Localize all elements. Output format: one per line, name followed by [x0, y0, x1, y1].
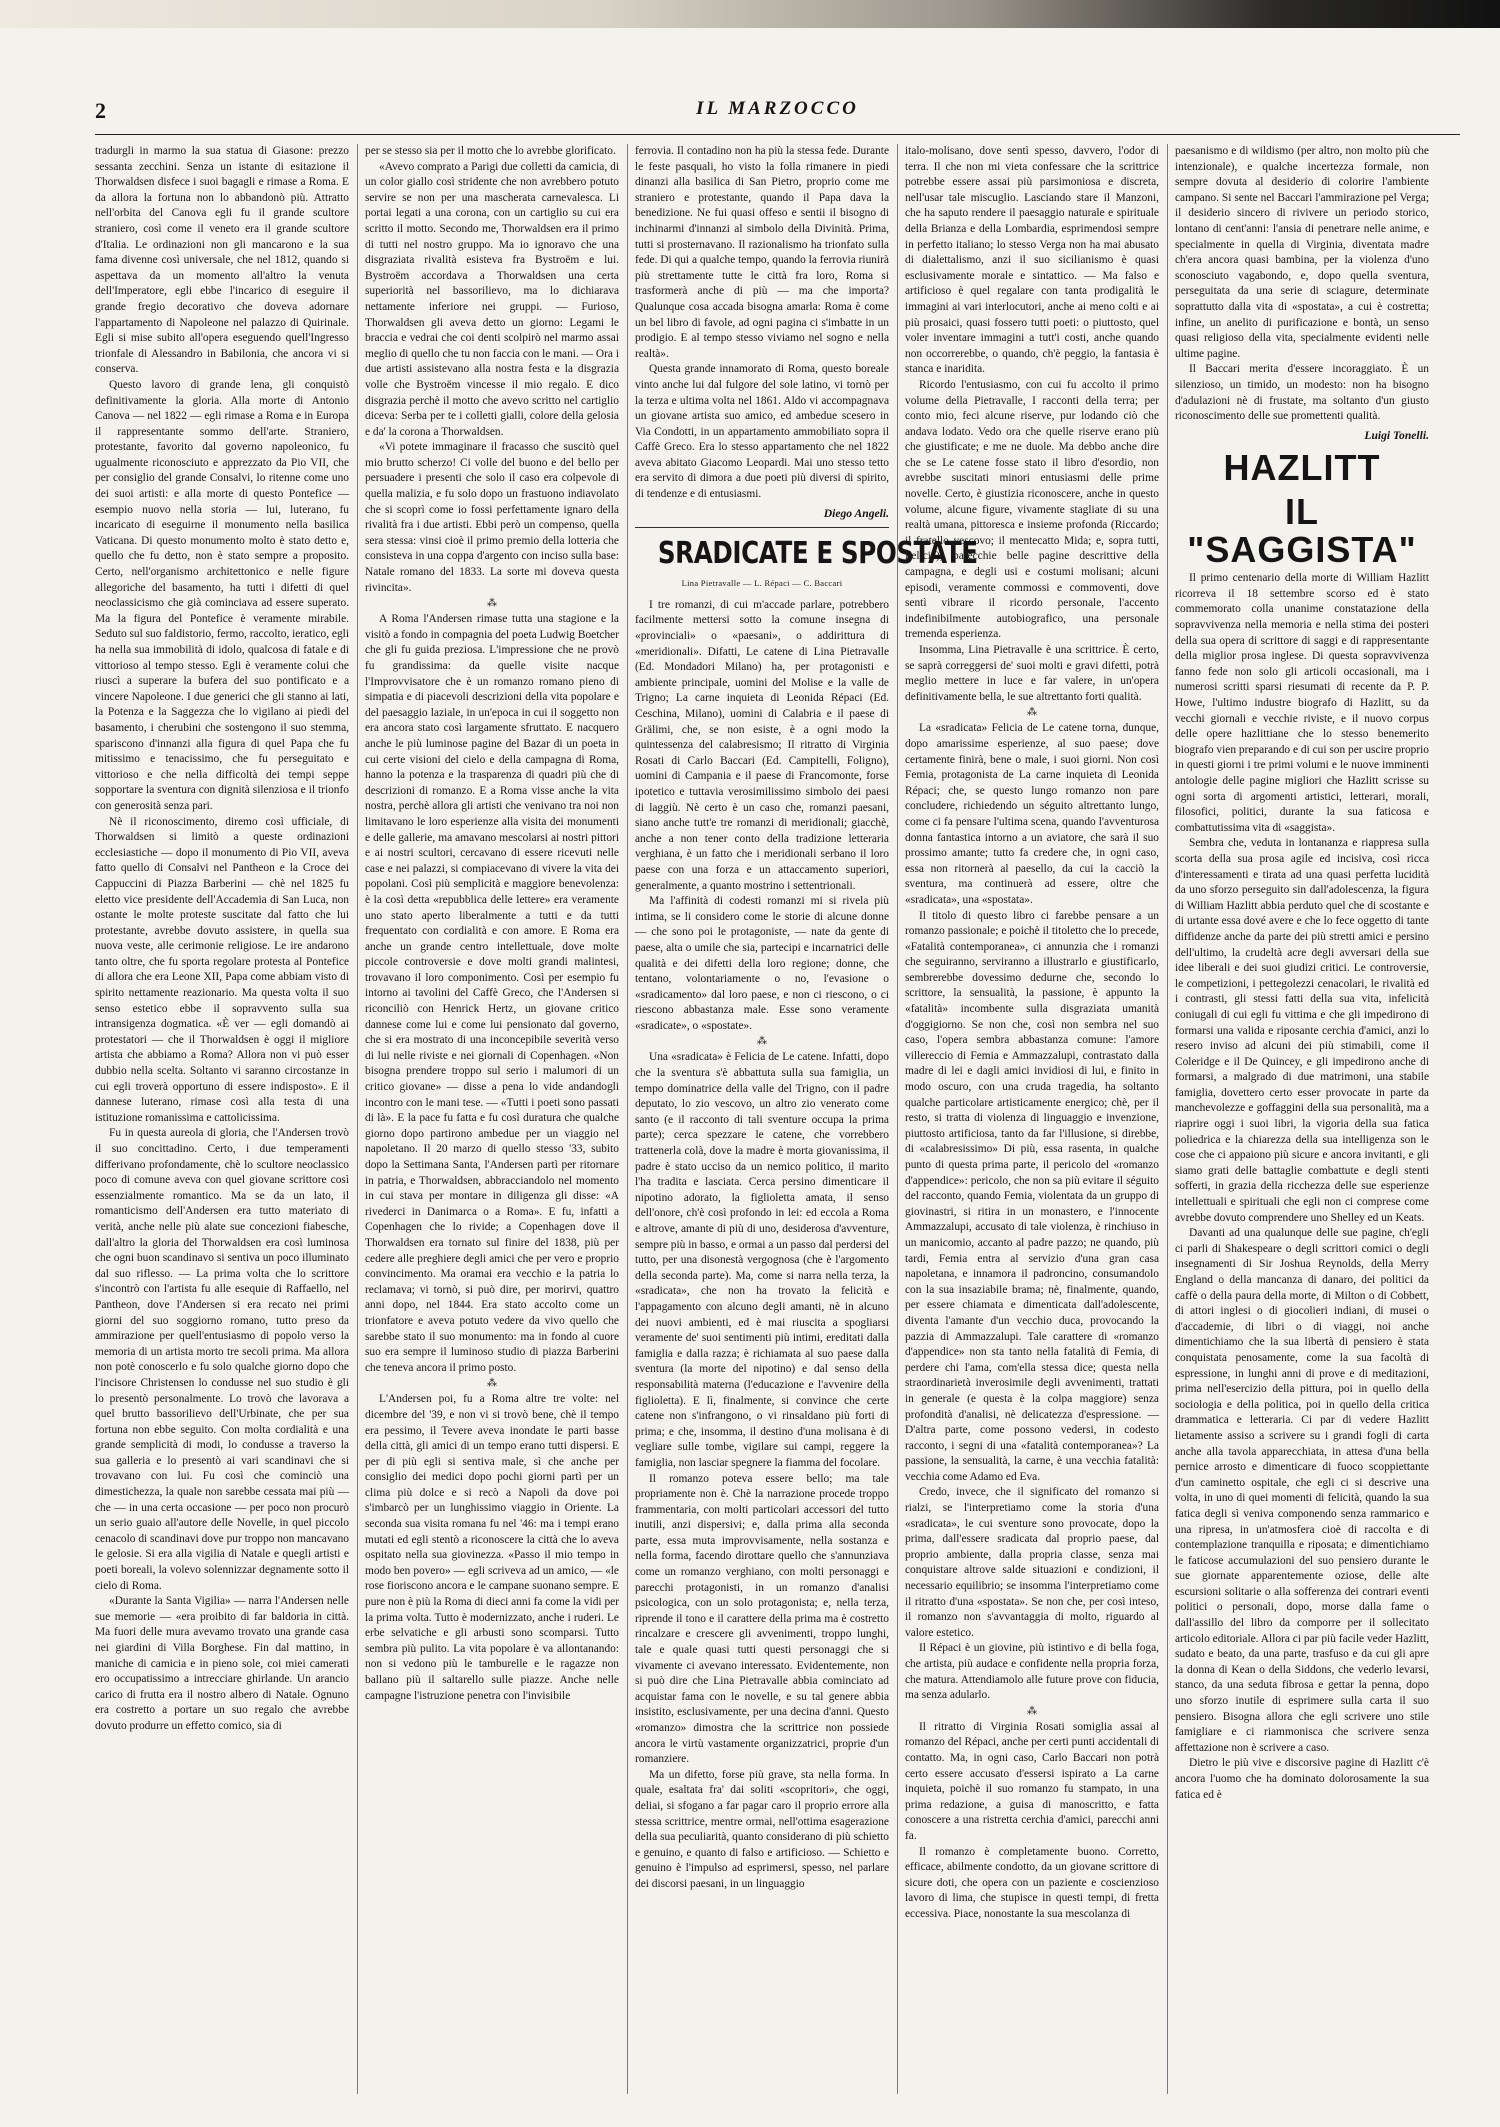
column-3	[635, 144, 978, 2094]
paragraph: Fu in questa aureola di gloria, che l'Andersen trovò il suo concittadino. Certo, i due temperamenti differivano profondamente, chè lo scultore neoclassico poco di comune aveva con quel giovane scrittore così essenzialmente romantico. Ma se da un lato, il romanticismo dell'Andersen era tutto materiato di verità, anche nelle più alate sue concezioni fiabesche, dall'altro la gloria del Thorwaldsen era così luminosa che ogni buon scandinavo si sentiva un poco illuminato dal suo riflesso. — La prima volta che lo scrittore s'incontrò con l'artista fu alle esequie di Raffaello, nel Pantheon, dove l'Andersen si era recato nei primi giorni del suo soggiorno romano, tutto preso da ammirazione per quell'entusiasmo di popolo verso la memoria di un artista morto tre secoli prima. Ma allora non potè conoscerlo e fu solo qualche giorno dopo che l'incisore Christensen lo condusse nel suo studio è gli lo presentò personalmente. Lo trovò che lavorava a quel brutto bassorilievo dell'Urbinate, che per sua fortuna non ebbe seguito. Con molta cordialità e una grande semplicità di modi, lo condusse a traverso la sua galleria e lo presentò ai vari scandinavi che si trovavano con lui. Fu così che cominciò una dimestichezza, la quale non sarebbe cessata mai più — che — in una certa occasione — per poco non procurò un serio guaio all'autore delle Novelle, in quel piccolo cenacolo di scandinavi dove pur troppo non mancavano le gelosie. Si era alla vigilia di Natale e quegli artisti e poeti boreali, la volevo solennizzar degnamente sotto il cielo di Roma.	[95, 1127, 349, 1592]
paragraph: Il romanzo è completamente buono. Corretto, efficace, abilmente condotto, da un giovane scrittore di sicure doti, che opera con un paziente e coscienzioso lavoro di lima, che stupisce in questi tempi, di fretta eccessiva. Piace, nonostante la sua mescolanza di	[905, 1845, 1159, 1920]
paragraph: Una «sradicata» è Felicia de Le catene. Infatti, dopo che la sventura s'è abbattuta sulla sua famiglia, un tempo dominatrice della valle del Trigno, con il padre deputato, lo zio vescovo, un altro zio venerato come santo (e il racconto di tali sventure occupa la prima parte); cerca spezzare le catene, che vorrebbero trattenerla colà, dove la madre è morta giovanissima, il padre è stato ucciso da un nemico politico, il marito l'ha tradita e lasciata. Cerca persino dimenticare il nipotino adorato, la figlioletta amata, il senso dell'onore, ch'è così profondo in lei: ed eccola a Roma e altrove, amante di più di uno, desiderosa d'avventure, sempre più in basso, e ormai a un passo dal perdersi del tutto, per una disonestà vergognosa (che è l'argomento della seconda parte). Ma, come si narra nella terza, la «sradicata», che non ha trovato la felicità e l'appagamento con alcuno degli amanti, nè in alcuno dei nuovi ambienti, ed è mai riuscita a spogliarsi veramente de' suoi sentimenti più intimi, ereditati dalla famiglia e dalla razza; è richiamata al suo paese dalla sventura (la morte del nipotino) e dal senso della responsabilità materna (l'educazione e l'avvenire della figlioletta). E lì, finalmente, si convince che certe catene non s'infrangono, o vi rinsaldano più forti di prima; e che, insomma, il destino d'una molisana è di vegliare sulle tombe, vigilare sui campi, reggere la famiglia, non lasciar spegnere la fiamma del focolare.	[635, 1051, 889, 1469]
paragraph: ferrovia. Il contadino non ha più la stessa fede. Durante le feste pasquali, ho visto la folla rimanere in piedi dinanzi alla basilica di San Pietro, proprio come me straniero e protestante, quando il Papa dava la benedizione. Ne fui quasi offeso e sentii il bisogno di inchinarmi d'innanzi al simbolo della Divinità. Prima, tutti si prosternavano. Il razionalismo ha trionfato sulla fede. Di qui a qualche tempo, quando la ferrovia riunirà più strettamente tutte le città fra loro, Roma si trasformerà anche di più — ma che importa? Qualunque cosa accada bisogna amarla: Roma è come un bel libro di favole, ad ogni pagina ci s'imbatte in un prodigio. E al tempo stesso viviamo nel sogno e nella realtà».	[635, 145, 889, 360]
section-stars: ⁂	[487, 1378, 497, 1390]
article-headline: SRADICATE E SPOSTATE	[657, 536, 978, 572]
page-header	[95, 98, 1460, 132]
paragraph: Nè il riconoscimento, diremo così ufficiale, di Thorwaldsen si limitò a queste ordinazioni ecclesiastiche — dopo il monumento di Pio VII, aveva fatto quello di Consalvi nel Pantheon e la Croce dei Cappuccini di Piazza Barberini — chè nel 1825 fu eletto vice presidente dell'Accademia di San Luca, non ostante le molte proteste suscitate dal fatto che lui protestante, avrebbe dovuto assistere, in quella sua nuova veste, alle cerimonie religiose. Le ire andarono tanto oltre, che fu sporta regolare protesta al Pontefice di allora che era Leone XII, Papa come abbiam visto di spirito nettamente reazionario. Ma questa volta il suo senso estetico ebbe il sopravvento sulla sua intransigenza dogmatica. «È ver — egli domandò ai protestatori — che il Thorwaldsen è oggi il migliore artista che abbiamo a Roma? Allora non vi può esser dubbio nella scelta. Soltanto vi saranno circostanze in cui egli troverà opportuno di essere indisposto». E il dannese luterano, rimase così alla testa di una istituzione romanissima e cattolicissima.	[95, 815, 349, 1124]
column-1	[95, 144, 349, 2094]
column-5	[1175, 144, 1429, 2094]
column-rule	[627, 144, 628, 2094]
section-stars: ⁂	[1027, 707, 1037, 719]
column-rule	[897, 144, 898, 2094]
paragraph: per se stesso sia per il motto che lo avrebbe glorificato.	[365, 145, 616, 157]
article-divider	[635, 527, 889, 528]
section-stars: ⁂	[757, 1036, 767, 1048]
article-signature: Luigi Tonelli.	[1364, 428, 1429, 442]
paragraph: L'Andersen poi, fu a Roma altre tre volte: nel dicembre del '39, e non vi si trovò bene, chè il tempo era pessimo, il Tevere aveva inondate le parti basse della città, gli amici di un tempo erano tutti dispersi. E per di più egli si sentiva male, sì che anche per consiglio dei medici dopo pochi giorni partì per un clima più dolce e si recò a Napoli da dove poi s'imbarcò per un lunghissimo viaggio in Oriente. La seconda sua visita romana fu nel '46: ma i tempi erano mutati ed egli stentò a riconoscere la città che lo aveva ospitato nella sua giovinezza. «Passo il mio tempo in modo ben povero» — egli scriveva ad un amico, — «le rose fioriscono ancora e le campane suonano sempre. E pure non è più la Roma di dieci anni fa come la vidi per la prima volta. Tutto è modernizzato, anche i ruderi. Le erbe selvatiche e gli arbusti sono scomparsi. Tutto sembra più pulito. La vita popolare è va allontanando: non si vedono più le tamburelle e le ragazze non ballano più il saltarello sulle piazze. Anche nelle campagne l'istruzione penetra con l'invisibile	[365, 1393, 619, 1702]
header-rule	[95, 134, 1460, 135]
paragraph: «Avevo comprato a Parigi due colletti da camicia, di un color giallo così stridente che non avrebbero potuto servire se non per una mascherata carnevalesca. Li portai legati a una corona, con un cartiglio su cui era scritto il motto. Secondo me, Thorwaldsen era il primo di tutti nel nostro gruppo. Ma io ignoravo che una disgraziata rivalità esisteva fra Bystroëm e lui. Bystroëm accordava a Thorwaldsen una certa superiorità nel bassorilievo, ma lo dichiarava nettamente inferiore nei gruppi. — Furioso, Thorwaldsen gli aveva detto un giorno: Legami le braccia e vedrai che coi denti scolpirò nel marmo assai meglio di quello che tu non faccia con le mani. — Ora i due artisti assistevano alla nostra festa e la disgrazia volle che Bystroëm vincesse il mio regalo. E dico disgrazia perchè il motto che avevo scritto nel cartiglio diceva: Serba per te i colletti gialli, colore della gelosia e da' la corona a Thorwaldsen.	[365, 160, 619, 438]
paragraph: Dietro le più vive e discorsive pagine di Hazlitt c'è ancora l'uomo che ha dominato dolorosamente la sua fatica ed è	[1175, 1757, 1429, 1801]
paragraph: Insomma, Lina Pietravalle è una scrittrice. È certo, se saprà correggersi de' suoi molti e gravi difetti, potrà meglio mettere in luce e far valere, in un'opera definitivamente bella, le sue altrettanto forti qualità.	[905, 644, 1159, 703]
article-headline-line-1: HAZLITT	[1223, 447, 1381, 489]
paragraph: Questa grande innamorato di Roma, questo boreale vinto anche lui dal fulgore del sole latino, vi tornò per la terza e ultima volta nel 1861. Aldo vi accompagnava un giovane artista suo amico, ed ambedue scesero in Via Condotti, in un appartamento ammobiliato sopra il Caffè Greco. Era lo stesso appartamento che nel 1822 aveva abitato Giacomo Leopardi. Mai uno stesso tetto era servito di dimora a due poeti più diversi di spirito, di tendenze e di entusiasmi.	[635, 363, 889, 501]
column-rule	[357, 144, 358, 2094]
paragraph: «Vi potete immaginare il fracasso che suscitò quel mio brutto scherzo! Ci volle del buono e del bello per persuadere i presenti che solo il caso era colpevole di quella malizia, e fu solo dopo un frastuono indiavolato che si scoprì come io fossi perfettamente ignaro della rivalità fra i due artisti. Ebbi però un compenso, quella sera stessa: vinsi cioè il primo premio della lotteria che consisteva in una coppa d'argento con inciso sulla base: Natale romano del 1833. La sorte mi doveva questa rivincita».	[365, 441, 619, 594]
masthead-title: IL MARZOCCO	[696, 98, 859, 119]
scan-edge-shadow	[0, 0, 1500, 28]
paragraph: I tre romanzi, di cui m'accade parlare, potrebbero facilmente mettersi sotto la comune insegna di «provinciali» o «paesani», o addirittura di «meridionali». Difatti, Le catene di Lina Pietravalle (Ed. Mondadori Milano) ha, per protagonisti e ambiente principale, uomini del Molise e la valle de Trigno; La carne inquieta di Leonida Répaci (Ed. Ceschina, Milano), uomini di Calabria e il paese di Grälimi, che, se non esiste, è a ogni modo la quintessenza del calabresismo; Il ritratto di Virginia Rosati di Carlo Baccari (Ed. Campitelli, Foligno), uomini di Campania e il paese di Francomonte, forse ipotetico e tuttavia verosimilissimo simbolo dei paesi di laggiù. Nè certo è un caso che, romanzi paesani, siano anche tutt'e tre romanzi di meridionali; giacchè, anche a non tener conto della tradizione letteraria verghiana, è un fatto che i meridionali serbano il loro paese con una forza e un attaccamento superiori, generalmente, a quanto mostrino i settentrionali.	[635, 598, 889, 892]
column-2	[365, 144, 619, 2094]
paragraph: Il romanzo poteva essere bello; ma tale propriamente non è. Chè la narrazione procede troppo frammentaria, con molti particolari accessori del tutto inutili, anzi dispersivi; e, dalla prima alla seconda parte, essa muta improvvisamente, nella sostanza e nella forma, facendo dirottare quello che s'annunziava come un romanzo verghiano, con molti personaggi e parecchi protagonisti, in un romanzo d'analisi psicologica, con un solo protagonista; e, nella terza, riprende il tono e il carattere della prima ma è costretto rincalzare e crescere gli avvenimenti, troppo lunghi, tale e quale quasi tutti questi personaggi che si vivamente ci avevano interessato. Evidentemente, non si può dire che Lina Pietravalle abbia cominciato ad acquistar fama con le novelle, e su tal genere abbia insistito, esclusivamente, per una decina d'anni. Questo «romanzo» dimostra che la scrittrice non possiede ancora le virtù vastamente organizzatrici, proprie d'un romanziere.	[635, 1472, 889, 1766]
paragraph: Il primo centenario della morte di William Hazlitt ricorreva il 18 settembre scorso ed è stato commemorato colla unanime constatazione della sopravvivenza nella memoria e nella stima dei posteri della sua opera di scrittore di saggi e di rappresentante della miglior prosa inglese. Di questa sopravvivenza fanno fede non solo gli articoli occasionali, ma i numerosi scritti sparsi riesumati di recente da P. P. Howe, l'ultimo industre biografo di Hazlitt, su da vecchi giornali e vecchie riviste, e il nuovo corpus delle opere hazlittiane che lo stesso benemerito biografo vien preparando e di cui son per uscire proprio in questi giorni i tre primi volumi e le nuove imminenti antologie delle pagine migliori che Hazlitt scrisse su ogni sorta di argomenti artistici, letterari, morali, filosofici, politici, durante la sua faticosa e combattutissima vita di «saggista».	[1175, 572, 1429, 834]
paragraph: paesanismo e di wildismo (per altro, non molto più che intenzionale), e qualche incertezza formale, non sempre dovuta al desiderio di colorire l'ambiente campano. Si sente nel Baccari l'ammirazione pel Verga; il desiderio sincero di rivivere un periodo storico, lontano di cent'anni: l'ansia di penetrare nelle anime, e specialmente in quella di Virginia, diventata madre ch'era ancora quasi bambina, per la violenza d'uno sconosciuto vagabondo, e, dopo quella sventura, perseguitata da una serie di sciagure, determinate soprattutto dalla vita di «spostata», a cui è costretta; infine, un anelito di purificazione e bontà, un senso quasi religioso della vita, specialmente evidenti nelle ultime pagine.	[1175, 145, 1429, 360]
paragraph: tradurgli in marmo la sua statua di Giasone: prezzo sessanta zecchini. Senza un istante di esitazione il Thorwaldsen disfece i suoi bagagli e rimase a Roma. E da allora la fortuna non lo abbandonò più. Attratto nell'orbita del Canova egli fu il grande scultore straniero, così come il veneto era il grande scultore d'Italia. Le ordinazioni non gli mancarono e la sua fama divenne così universale, che nel 1812, quando si aspettava da un momento all'altro la venuta dell'Imperatore, egli ebbe l'incarico di eseguire il grande fregio decorativo che doveva adornare l'appartamento di Napoleone nel palazzo di Quirinale. Egli si mise subito all'opera eseguendo quell'Ingresso trionfale di Alessandro in Babilonia, che ancora vi si conserva.	[95, 145, 349, 376]
paragraph: A Roma l'Andersen rimase tutta una stagione e la visitò a fondo in compagnia del poeta Ludwig Boetcher che gli fu guida preziosa. L'impressione che ne provò fu grandissima: da quelle visite nacque l'Improvvisatore che è un romanzo romano pieno di simpatia e di piacevoli descrizioni della vita popolare e del paesaggio laziale, in un'epoca in cui il soggetto non era ancora stato così largamente sfruttato. E nacquero anche le più luminose pagine del Bazar di un poeta in cui certe visioni del cielo e della campagna di Roma, hanno la potenza e la trasparenza di quadri più che di descrizioni di romanzo. E a Roma visse anche la vita nostra, perchè allora gli artisti che venivano tra noi non limitavano le loro esperienze alla visita dei monumenti e delle gallerie, ma amavano mescolarsi ai nostri pittori e ai nostri scultori, cercavano di essere ricevuti nelle case e nei palazzi, si compiacevano di vivere la vita dei popolani. Così più semplicità e maggiore benevolenza: è la così detta «repubblica delle lettere» era veramente uno stato aperto liberalmente a tutti e da tutti frequentato con cordialità e con amore. E Roma era anche un grande centro intellettuale, dove molte piccole controversie e dove molti grandi malintesi, trovavano il loro componimento. Così per esempio fu intorno ai tavolini del Caffè Greco, che l'Andersen si riconciliò con Henrick Hertz, un giovane critico dannese come lui e come lui pensionato dal governo, che si era mostrato di una inconcepibile severità verso di lui nelle riviste e nei giornali di Copenhagen. «Non bisogna prendere troppo sul serio i malumori di un critico giovane» — disse a pena lo vide andandogli incontro con le mani tese. — «Tutti i poeti sono passati di là». E la pace fu fatta e fu così duratura che qualche giorno dopo partirono ambedue per un viaggio nel napoletano. Il 20 marzo di quello stesso '33, subito dopo la Settimana Santa, l'Andersen partì per ritornare in patria, e Thorwaldsen, abbracciandolo nel momento in cui stava per montare in diligenza gli disse: «A rivederci in Danimarca o a Roma». E fu, infatti a Copenhagen che lo rivide; a Copenhagen dove il Thorwaldsen era tornato sul finire del 1838, più per cedere alle preghiere degli amici che per vero e proprio convincimento. Ma oramai era vecchio e la patria lo reclamava; vi tornò, si può dire, per morirvi, quattro anni dopo, nel 1844. Era stato accolto come un trionfatore e aveva potuto vedere da vivo quello che sarebbe stato il suo monumento: ma in fondo al cuore suo era sempre il luminoso studio di piazza Barberini che teneva ancora il primo posto.	[365, 613, 619, 1374]
paragraph: Sembra che, veduta in lontananza e riappresa sulla scorta della sua prosa agile ed incisiva, così ricca d'interessamenti e tirata ad una quasi perfetta lucidità da uno sforzo perseguito sin dall'adolescenza, la figura di William Hazlitt abbia perduto quel che di scostante e di urtante essa dové avere e che lo fece oggetto di tante diffidenze anche da parte dei più stretti amici e persino dell'ultimo, la crudeltà acre degli avversari della sue idee liberali e dei suoi giudizi critici. Le controversie, le competizioni, i pettegolezzi cenacolari, le rivalità ed i contrasti, gli stessi fatti della sua vita, infelicità coniugali di cui egli fu vittima e che gli impedirono di formarsi una valida e riposante cerchia d'amici, anzi lo resero inviso ad alcuni dei più stimabili, come il Coleridge e il De Quincey, e gli impedirono anche di formarsi, a malgrado di due matrimoni, una stabile famiglia, dovettero certo esser provocate in parte da manchevolezze e goffaggini della sua personalità, ma a riaprire oggi i suoi libri, la vigoria della sua fatica poliedrica e la chiarezza della sua intelligenza son le cose che ci appaiono più sicure e ancora invitanti, e gli siamo grati delle battaglie combattute e degli stenti sofferti, in grazia della ricchezza delle sue esperienze intellettuali e spirituali che egli non ci comprese come avrebbe dovuto comprendere uno Shelley ed un Keats.	[1175, 837, 1429, 1224]
article-byline: Lina Pietravalle — L. Répaci — C. Baccari	[681, 578, 843, 589]
page-number: 2	[95, 98, 106, 123]
article-signature: Diego Angeli.	[823, 506, 889, 520]
paragraph: italo-molisano, dove sentì spesso, davvero, l'odor di terra. Il che non mi vieta confessare che la scrittrice potrebbe essere assai più parsimoniosa e discreta, nell'usar tale miscuglio. Lasciando stare il Manzoni, che ha saputo rendere il paesaggio naturale e spirituale della Brianza e della Lombardia, esprimendosi sempre in perfetto italiano; lo stesso Verga non ha mai abusato di dialettalismo, anzi il suo sicilianismo è quasi esclusivamente morale e sintattico. — Ma falso e artificioso è quel regalare con tanta prodigalità le immagini ai vari interlocutori, anche ai meno colti e ai più prosaici, quasi fossero tutti poeti: o piuttosto, quel voler inventare immagini a tutt'i costi, anche quando non occorrerebbe, o quando, ch'è peggio, la fantasia è stanca e inaridita.	[905, 145, 1159, 376]
section-stars: ⁂	[1027, 1705, 1037, 1717]
paragraph: Ricordo l'entusiasmo, con cui fu accolto il primo volume della Pietravalle, I racconti della terra; per conto mio, feci alcune riserve, pur lodando ciò che andava lodato. Vedo ora che quelle riserve erano più che giustificate; e me ne duole. Ma debbo anche dire che se Le catene fosse stato il libro d'esordio, non avrebbe suscitati minori entusiasmi delle prime novelle. Certo, è giustizia riconoscere, anche in questo volume, alcune figure, vivamente stagliate di su una realtà umana, pittoresca e insieme profonda (Riccardo; il fratello vescovo; il mentecatto Mida; e, sopra tutti, Felicia); parecchie belle pagine descrittive della campagna, e degli usi e costumi molisani; alcuni episodi, veramente commossi e commoventi, dove sentì vibrare il ricordo personale, l'accento indefinibilmente autobiografico, una personale tremenda esperienza.	[905, 378, 1159, 641]
column-4	[905, 144, 1159, 2094]
paragraph: Il titolo di questo libro ci farebbe pensare a un romanzo passionale; e poichè il titoletto che lo precede, «Fatalità contemporanea», ci annunzia che i romanzi che seguiranno, serviranno a illustrarlo e giustificarlo, sembrerebbe dovessimo dedurne che, secondo lo scrittore, la sensualità, la passione, è appunto la «fatalità» incombente sulla disgraziata umanità d'oggigiorno. Se non che, così non sembra nel suo caso, l'opera sembra abbastanza comune: l'amore villereccio di Femia e Ammazzalupi, contrastato dalla madre di lei e dagli amici invidiosi di lui, e finito in modo oscuro, con una cruda tragedia, ha soltanto qualche particolare artisticamente energico; chè, per il resto, si tratta di violenza di linguaggio e invenzione, piuttosto artificiosa, tanto da far l'illusione, si direbbe, di «calabresissimo» Di più, essa rasenta, in qualche punto di questa prima parte, il pericolo del «romanzo d'appendice»: pericolo, che non sa più evitare il séguito del racconto, quando Femia, violentata da un gruppo di giovinastri, si ritira in un monastero, e l'innocente Ammazzalupi, accusato di tale violenza, è rinchiuso in un manicomio, accanto al padre pazzo; ne quando, più tardi, Femia entra al servizio d'una gran casa napoletana, e innamora il padroncino, consumandolo con la sua insaziabile brama; nè, finalmente, quando, per essere chiamata e dimenticata dall'adolescente, diventa l'amante d'un vecchio duca, provocando la pazzia di Ammazzalupi. Tale carattere di «romanzo d'appendice» non sta tanto nella fatalità di Femia, di perdere chi l'ama, com'ella stessa dice; questa nella straordinarietà inverosimile degli avvenimenti, trattati in generale (e questa è la colpa maggiore) senza profondità d'analisi, nè delicatezza d'espressione. — D'altra parte, come possono vedersi, in codesto racconto, i segni di una «fatalità contemporanea»? La passione, la sensualità, la carne, è una vecchia fatalità: vecchia come Adamo ed Eva.	[905, 909, 1159, 1483]
paragraph: Il ritratto di Virginia Rosati somiglia assai al romanzo del Répaci, anche per certi punti accidentali di contatto. Ma, in ogni caso, Carlo Baccari non potrà certo essere accusato d'essersi ispirato a La carne inquieta, poichè il suo romanzo fu stampato, in una prima redazione, a guisa di manoscritto, e fatta conoscere a una ristretta cerchia d'amici, parecchi anni fa.	[905, 1720, 1159, 1842]
article-headline-line-2: IL "SAGGISTA"	[1187, 491, 1417, 571]
paragraph: Credo, invece, che il significato del romanzo si rialzi, se l'interpretiamo come la storia d'una «sradicata», le cui sventure sono provocate, dopo la prima, dall'essere sradicata dal proprio paese, dal proprio ambiente, dalla propria classe, senza mai conquistare altrove salde situazioni e condizioni, il necessario equilibrio; se insomma l'interpretiamo come il ritratto d'una «spostata». Se non che, per così inteso, il romanzo non s'avvantaggia di molto, riguardo al valore estetico.	[905, 1486, 1159, 1639]
column-rule	[1167, 144, 1168, 2094]
paragraph: Il Baccari merita d'essere incoraggiato. È un silenzioso, un timido, un modesto: non ha bisogno d'adulazioni nè di frustate, ma soltanto d'un giusto riconoscimento delle sue promettenti qualità.	[1175, 363, 1429, 423]
paragraph: Questo lavoro di grande lena, gli conquistò definitivamente la gloria. Alla morte di Antonio Canova — nel 1822 — egli rimase a Roma e in Europa il rappresentante sommo dell'arte. Straniero, protestante, favorito dal governo napoleonico, fu ugualmente riconosciuto e apprezzato da Pio VII, che per consiglio del grande Consalvi, lo ritenne come uno dei suoi artisti: e alla morte di questo Pontefice — esempio nuovo nella storia — lui, luterano, fu incaricato di eseguirne il monumento nella basilica Vaticana. Di questo monumento molto è stato detto e, quello che fu detto, non è stato sempre a proposito. Certo, nell'organismo architettonico e nelle figure allegoriche del basamento, ha tutti i difetti di quel neoclassicismo che già cominciava ad essere superato. Ma la figura del Pontefice è veramente mirabile. Seduto sul suo faldistorio, fermo, raccolto, ieratico, egli ha nella sua immobilità di idolo, qualcosa di fatale e di vittorioso al tempo stesso. Egli è veramente colui che riuscì a superare la bufera del suo pontificato e a vincere Napoleone. I due generici che gli stanno ai lati, la Potenza e la Saggezza che lo vigilano ai piedi del basamento, i cherubini che sostengono il suo stemma, spariscono d'innanzi alla figura di quel Papa che fu mitissimo e tenacissimo, che fu perseguitato e vittorioso e che nella difficoltà dei tempi seppe sopportare la sventura con dignità silenziosa e il trionfo con generosità senza pari.	[95, 378, 350, 812]
section-stars: ⁂	[487, 598, 497, 610]
paragraph: «Durante la Santa Vigilia» — narra l'Andersen nelle sue memorie — «era proibito di far baldoria in città. Ma fuori delle mura avevamo trovato una grande casa nei giardini di Villa Borghese. Fin dal mattino, in maniche di camicia e in pieno sole, coi miei camerati ero occupatissimo a intrecciare ghirlande. Un arancio carico di frutta era il nostro albero di Natale. Ognuno era costretto a portare un suo regalo che avrebbe dovuto produrre un effetto comico, sia di	[95, 1595, 349, 1732]
paragraph: La «sradicata» Felicia de Le catene torna, dunque, dopo amarissime esperienze, al suo paese; dove certamente finirà, bene o male, i suoi giorni. Non così Femia, protagonista de La carne inquieta di Leonida Répaci; che, se questo lungo romanzo non pare concludere, richiedendo un séguito altrettanto lungo, come ci fa pensare l'ultima scena, quando l'avventurosa donna fantastica intorno a un aviatore, che sarà il suo prossimo amante; tutto fa credere che, in ogni caso, essa non ritornerà al paesello, da cui la cacciò la sventura, ma continuerà ad essere, oltre che «sradicata», una «spostata».	[905, 722, 1159, 906]
paragraph: Ma un difetto, forse più grave, sta nella forma. In quale, esaltata fra' dai soliti «scopritori», che oggi, deliai, si sfogano a far pagar caro il proprio errore alla stessa scrittrice, mentre ormai, nell'ottima esagerazione della sua peculiarità, quanto considerano di più schietto e genuino, e quanto di falso e artificioso. — Schietto e genuino è l'impulso ad esprimersi, spesso, nel parlare dei discorsi paesani, in un linguaggio	[635, 1768, 889, 1890]
paragraph: Davanti ad una qualunque delle sue pagine, ch'egli ci parli di Shakespeare o degli scrittori comici o degli insegnamenti di Sir Joshua Reynolds, della Merry England o della mancanza di danaro, dei politici da caffè o della paura della morte, di Milton o di Cobbett, di attori inglesi o di giocolieri indiani, di musei o d'accademie, di libri o di viaggi, noi anche dimentichiamo che la sua libertà di pensiero è stata conquistata penosamente, come la sua facoltà di espressione, in lunghi anni di prove e di meditazioni, prima nell'esercizio della pittura, poi in quello della sociologia e della politica, poi in quello della critica drammatica e letteraria. Ci par di vedere Hazlitt lietamente assiso a scrivere su i grandi fogli di carta anche alla tavola apparecchiata, in attesa d'una bella pernice arrosto e dimenticare di fuoco scoppiettante d'un caminetto ospitale, che egli ci si descrive una volta, in uno di quei momenti di felicità, quando la sua fatica degli sì veniva componendo senza rammarico e una ripresa, in un'atmosfera cioè di raccolta e di contemplazione tranquilla e riposata; e dimentichiamo le faticose accumulazioni del suo pensiero durante le sue giornate apparentemente oziose, delle alte escursioni solitarie o alla sofferenza dei contrari eventi politici o personali, dopo, morse dalla fame o dall'assillo del libro da comporre per il sollecitato articolo editoriale. Allora ci par più facile veder Hazlitt, sudato e beato, da una parte, trasfuso e da cui gli apre la donna di Kean o della Siddons, che vederlo levarsi, stanco, da una seduta fibrosa e gettar la penna, dopo uno sforzo inutile di esprimere sulla carta il suo pensiero. Bisogna allora che egli scrivere uno stile famigliare e ci riammonisca che scrivere senza affettazione non è scrivere a caso.	[1175, 1227, 1429, 1754]
paragraph: Il Répaci è un giovine, più istintivo e di bella foga, che artista, più audace e confidente nella propria forza, che matura. Attendiamolo alle future prove con fiducia, ma senza adularlo.	[905, 1642, 1159, 1702]
paragraph: Ma l'affinità di codesti romanzi mi si rivela più intima, se li considero come le storie di alcune donne — che sono poi le protagoniste, — nate da gente di paese, alta o umile che sia, partecipi e incarnatrici delle qualità e dei difetti della loro regione; donne, che tentano, volontariamente o no, l'evasione o «sradicamento» dal loro paese, e non ci riescono, o ci riescono abbastanza male. Esse sono veramente «sradicate», o «spostate».	[635, 895, 889, 1032]
